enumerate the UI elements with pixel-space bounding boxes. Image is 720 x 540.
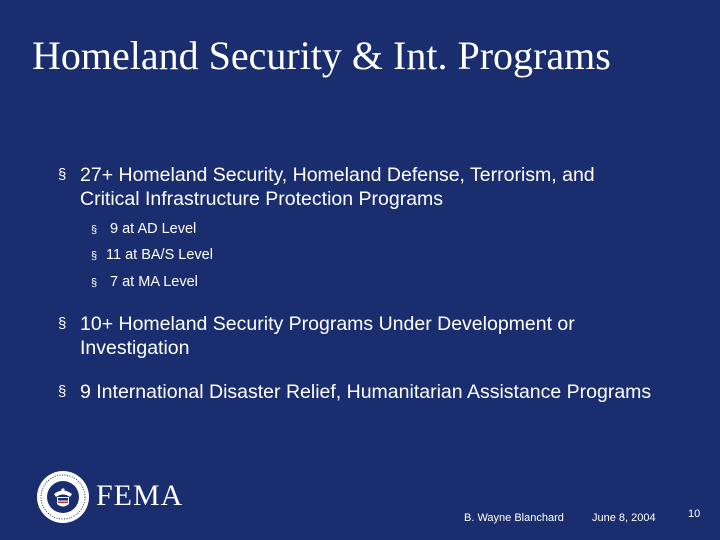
- dhs-seal-icon: [36, 470, 90, 524]
- sub-bullet-item: [91, 273, 198, 292]
- footer-author: B. Wayne Blanchard: [464, 512, 564, 524]
- bullet-item: [58, 380, 658, 404]
- sub-bullet-item: [91, 246, 213, 265]
- sub-bullet-item: [91, 220, 196, 239]
- bullet-item: [58, 163, 658, 211]
- bullet-item: [58, 312, 658, 360]
- slide-title: Homeland Security & Int. Programs: [32, 33, 611, 78]
- bullet-marker: §: [58, 383, 67, 400]
- sub-bullet-text: 11 at BA/S Level: [106, 247, 213, 263]
- bullet-marker: §: [58, 166, 67, 183]
- fema-logo: FEMA: [96, 479, 184, 512]
- bullet-text: 10+ Homeland Security Programs Under Development or Investigation: [80, 313, 575, 359]
- sub-bullet-text: 9 at AD Level: [106, 221, 197, 237]
- page-number: 10: [688, 508, 701, 520]
- sub-bullet-text: 7 at MA Level: [106, 274, 198, 290]
- bullet-marker: §: [58, 315, 67, 332]
- footer-date: June 8, 2004: [592, 512, 656, 524]
- bullet-marker: §: [91, 224, 98, 236]
- bullet-text: 9 International Disaster Relief, Humanitarian Assistance Programs: [80, 381, 652, 403]
- bullet-text: 27+ Homeland Security, Homeland Defense, Terrorism, and Critical Infrastructure Protection Programs: [80, 164, 595, 210]
- bullet-marker: §: [91, 277, 98, 289]
- bullet-marker: §: [91, 250, 98, 262]
